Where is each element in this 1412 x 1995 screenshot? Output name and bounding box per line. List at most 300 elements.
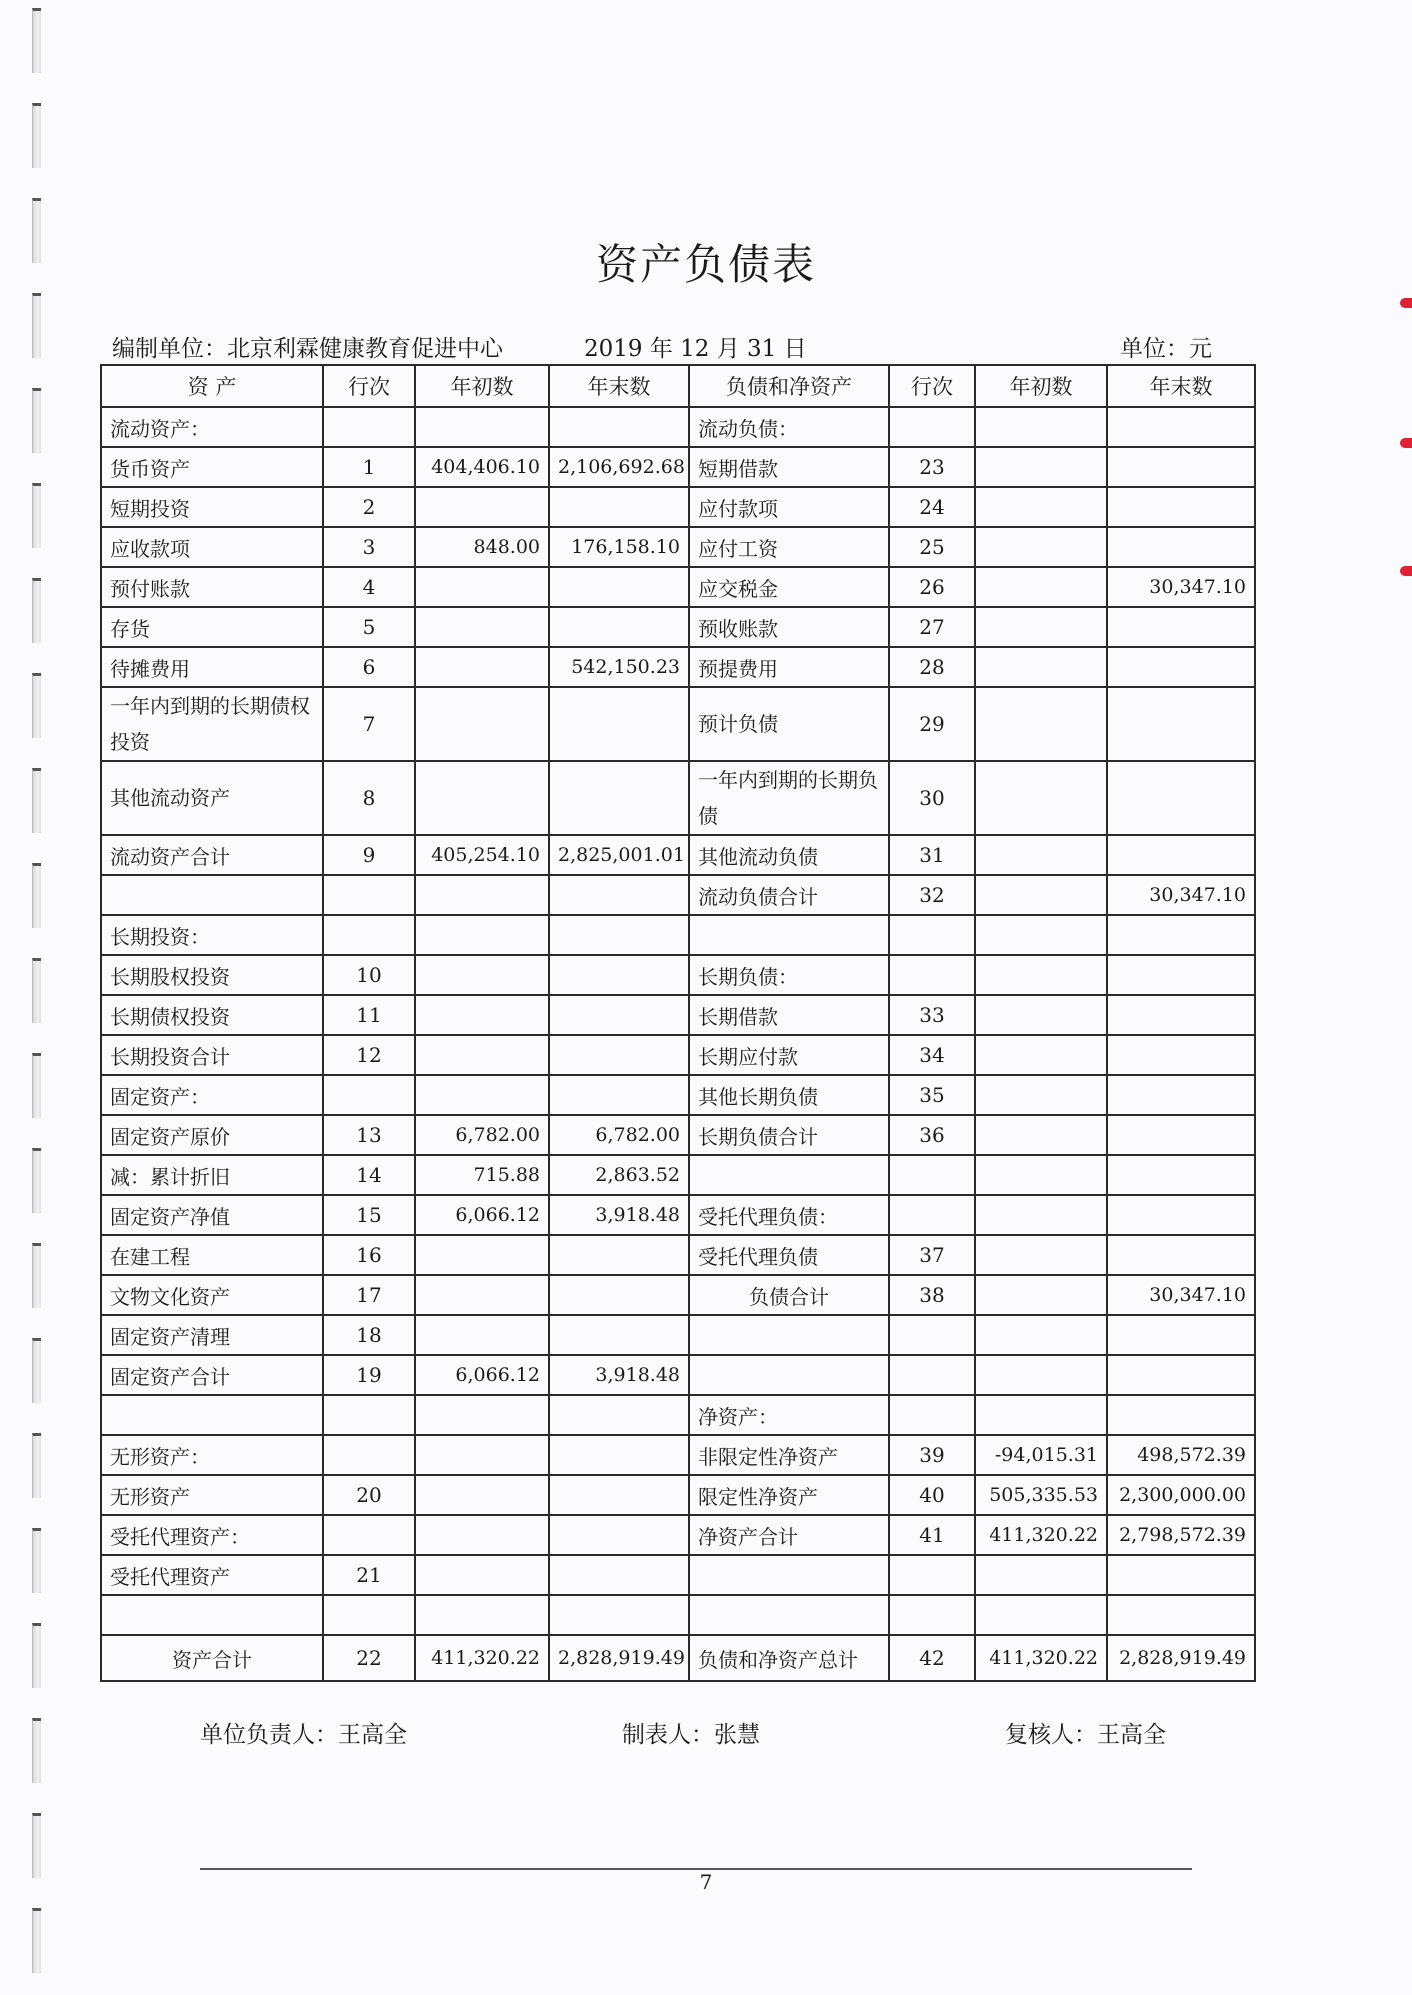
asset-begin-cell [415,1075,549,1115]
liability-end-cell: 2,300,000.00 [1107,1475,1255,1515]
liability-end-cell: 2,798,572.39 [1107,1515,1255,1555]
stamp-fragment [1400,298,1412,308]
binding-hole-mark [32,1053,41,1118]
liability-end-cell [1107,995,1255,1035]
liability-begin-cell [975,1555,1107,1595]
asset-begin-cell [415,1235,549,1275]
table-row [101,447,1255,487]
liability-name-cell: 长期借款 [689,995,889,1035]
liability-end-cell [1107,407,1255,447]
asset-line-cell [323,915,415,955]
liability-name-cell: 其他流动负债 [689,835,889,875]
liability-end-cell [1107,1315,1255,1355]
asset-end-cell [549,955,689,995]
liability-line-cell: 25 [889,527,975,567]
liability-line-cell: 31 [889,835,975,875]
col-header-line: 行次 [889,365,975,407]
liability-line-cell [889,1595,975,1635]
page-number: 7 [699,1870,713,1894]
asset-begin-cell [415,1395,549,1435]
liability-begin-cell [975,1115,1107,1155]
liability-end-cell [1107,527,1255,567]
asset-line-cell [323,1595,415,1635]
asset-name-cell: 长期投资： [101,915,323,955]
liability-end-cell: 498,572.39 [1107,1435,1255,1475]
asset-line-cell: 19 [323,1355,415,1395]
asset-line-cell: 11 [323,995,415,1035]
liability-end-cell [1107,761,1255,835]
liability-name-cell [689,915,889,955]
col-header-liabilities: 负债和净资产 [689,365,889,407]
asset-end-cell: 176,158.10 [549,527,689,567]
liability-line-cell: 35 [889,1075,975,1115]
asset-name-cell: 一年内到期的长期债权投资 [101,687,323,761]
liability-line-cell: 23 [889,447,975,487]
liability-name-cell: 长期应付款 [689,1035,889,1075]
binding-hole-mark [32,863,41,928]
asset-begin-cell: 715.88 [415,1155,549,1195]
asset-line-cell: 21 [323,1555,415,1595]
asset-begin-cell [415,1555,549,1595]
table-row [101,1555,1255,1595]
binding-hole-mark [32,1338,41,1403]
liability-name-cell: 应付工资 [689,527,889,567]
liability-end-cell [1107,1035,1255,1075]
binding-hole-mark [32,1813,41,1878]
liability-begin-cell [975,1235,1107,1275]
asset-line-cell: 14 [323,1155,415,1195]
asset-end-cell [549,487,689,527]
liability-end-cell: 30,347.10 [1107,875,1255,915]
liability-line-cell [889,1155,975,1195]
asset-line-cell: 2 [323,487,415,527]
liability-end-cell: 30,347.10 [1107,567,1255,607]
asset-name-cell [101,1395,323,1435]
asset-name-cell: 长期股权投资 [101,955,323,995]
liability-begin-cell [975,1195,1107,1235]
binding-hole-mark [32,483,41,548]
liability-line-cell [889,407,975,447]
asset-name-cell: 文物文化资产 [101,1275,323,1315]
liability-end-cell: 30,347.10 [1107,1275,1255,1315]
binding-hole-mark [32,1623,41,1688]
asset-end-cell [549,915,689,955]
col-header-begin: 年初数 [975,365,1107,407]
asset-begin-cell [415,1035,549,1075]
asset-line-cell: 8 [323,761,415,835]
asset-line-cell [323,1395,415,1435]
liability-end-cell [1107,835,1255,875]
table-row [101,1155,1255,1195]
asset-name-cell [101,875,323,915]
liability-end-cell [1107,1195,1255,1235]
liability-end-cell [1107,955,1255,995]
liability-begin-cell: -94,015.31 [975,1435,1107,1475]
binding-hole-mark [32,1908,41,1973]
liability-name-cell [689,1555,889,1595]
liability-line-cell: 36 [889,1115,975,1155]
table-row [101,1275,1255,1315]
binding-hole-mark [32,8,41,73]
liability-line-cell: 41 [889,1515,975,1555]
liability-begin-cell [975,875,1107,915]
liability-end-cell [1107,447,1255,487]
binding-hole-mark [32,293,41,358]
asset-line-cell [323,1075,415,1115]
col-header-begin: 年初数 [415,365,549,407]
binding-hole-mark [32,1718,41,1783]
table-row [101,687,1255,761]
asset-name-cell: 流动资产合计 [101,835,323,875]
liability-line-cell: 30 [889,761,975,835]
table-row [101,1235,1255,1275]
asset-end-cell [549,1595,689,1635]
asset-end-cell [549,1475,689,1515]
liability-line-cell [889,1555,975,1595]
asset-line-cell: 13 [323,1115,415,1155]
asset-begin-cell [415,487,549,527]
asset-begin-cell: 6,782.00 [415,1115,549,1155]
liability-line-cell: 42 [889,1635,975,1681]
col-header-end: 年末数 [1107,365,1255,407]
table-row [101,1355,1255,1395]
asset-name-cell: 货币资产 [101,447,323,487]
liability-begin-cell [975,647,1107,687]
table-row [101,407,1255,447]
asset-name-cell: 长期债权投资 [101,995,323,1035]
binding-hole-mark [32,768,41,833]
liability-begin-cell [975,1155,1107,1195]
liability-line-cell: 29 [889,687,975,761]
liability-name-cell: 应付款项 [689,487,889,527]
liability-begin-cell [975,607,1107,647]
liability-name-cell: 长期负债： [689,955,889,995]
asset-begin-cell: 404,406.10 [415,447,549,487]
liability-line-cell: 39 [889,1435,975,1475]
col-header-end: 年末数 [549,365,689,407]
asset-end-cell: 6,782.00 [549,1115,689,1155]
person-in-charge: 单位负责人：王高全 [200,1722,407,1748]
liability-end-cell [1107,487,1255,527]
liability-begin-cell [975,955,1107,995]
liability-name-cell [689,1315,889,1355]
reviewer: 复核人：王高全 [1005,1722,1166,1748]
table-row [101,487,1255,527]
asset-name-cell: 固定资产： [101,1075,323,1115]
liability-end-cell [1107,1115,1255,1155]
liability-name-cell: 预提费用 [689,647,889,687]
liability-begin-cell [975,1595,1107,1635]
col-header-line: 行次 [323,365,415,407]
asset-end-cell: 3,918.48 [549,1355,689,1395]
asset-line-cell [323,1435,415,1475]
binding-hole-mark [32,388,41,453]
asset-begin-cell [415,407,549,447]
binding-hole-mark [32,958,41,1023]
asset-begin-cell [415,1315,549,1355]
page-title: 资产负债表 [595,240,816,289]
asset-line-cell [323,875,415,915]
liability-begin-cell: 505,335.53 [975,1475,1107,1515]
asset-line-cell: 18 [323,1315,415,1355]
liability-line-cell: 24 [889,487,975,527]
liability-name-cell: 流动负债： [689,407,889,447]
liability-begin-cell [975,407,1107,447]
liability-begin-cell [975,1075,1107,1115]
binding-hole-mark [32,103,41,168]
asset-end-cell [549,1315,689,1355]
table-row [101,567,1255,607]
asset-end-cell [549,1035,689,1075]
table-row [101,1035,1255,1075]
liability-end-cell [1107,1235,1255,1275]
currency-unit: 单位：元 [1120,336,1212,362]
asset-begin-cell [415,761,549,835]
table-row [101,1075,1255,1115]
liability-line-cell: 33 [889,995,975,1035]
liability-begin-cell [975,995,1107,1035]
liability-end-cell [1107,687,1255,761]
liability-begin-cell [975,915,1107,955]
stamp-fragment [1400,566,1412,576]
asset-end-cell: 2,828,919.49 [549,1635,689,1681]
asset-begin-cell [415,995,549,1035]
liability-end-cell [1107,915,1255,955]
liability-begin-cell [975,1395,1107,1435]
asset-line-cell: 1 [323,447,415,487]
binding-marks [26,0,56,1995]
liability-end-cell [1107,1595,1255,1635]
asset-name-cell [101,1595,323,1635]
table-row [101,1635,1255,1681]
liability-begin-cell [975,835,1107,875]
liability-name-cell: 流动负债合计 [689,875,889,915]
asset-name-cell: 其他流动资产 [101,761,323,835]
asset-begin-cell: 6,066.12 [415,1355,549,1395]
liability-begin-cell [975,1275,1107,1315]
liability-end-cell [1107,1355,1255,1395]
liability-name-cell: 长期负债合计 [689,1115,889,1155]
liability-line-cell: 26 [889,567,975,607]
table-row [101,1195,1255,1235]
asset-name-cell: 固定资产清理 [101,1315,323,1355]
asset-name-cell: 存货 [101,607,323,647]
liability-line-cell [889,915,975,955]
table-row [101,875,1255,915]
liability-begin-cell [975,527,1107,567]
liability-begin-cell [975,687,1107,761]
liability-name-cell: 限定性净资产 [689,1475,889,1515]
asset-begin-cell [415,647,549,687]
liability-begin-cell: 411,320.22 [975,1635,1107,1681]
asset-end-cell [549,875,689,915]
asset-begin-cell [415,955,549,995]
asset-name-cell: 流动资产： [101,407,323,447]
liability-name-cell: 负债合计 [689,1275,889,1315]
binding-hole-mark [32,1528,41,1593]
liability-name-cell: 预收账款 [689,607,889,647]
asset-begin-cell [415,915,549,955]
asset-line-cell: 12 [323,1035,415,1075]
asset-line-cell: 10 [323,955,415,995]
liability-end-cell [1107,1155,1255,1195]
liability-begin-cell [975,447,1107,487]
liability-name-cell: 应交税金 [689,567,889,607]
table-row [101,647,1255,687]
binding-hole-mark [32,578,41,643]
liability-name-cell [689,1155,889,1195]
asset-line-cell [323,1515,415,1555]
liability-line-cell: 32 [889,875,975,915]
binding-hole-mark [32,1433,41,1498]
liability-end-cell [1107,647,1255,687]
asset-line-cell: 17 [323,1275,415,1315]
liability-line-cell: 38 [889,1275,975,1315]
liability-name-cell: 短期借款 [689,447,889,487]
liability-line-cell: 37 [889,1235,975,1275]
asset-end-cell [549,607,689,647]
table-row [101,955,1255,995]
asset-name-cell: 减：累计折旧 [101,1155,323,1195]
liability-line-cell: 27 [889,607,975,647]
asset-line-cell: 16 [323,1235,415,1275]
liability-name-cell: 一年内到期的长期负债 [689,761,889,835]
compiling-unit: 编制单位：北京利霖健康教育促进中心 [112,336,503,362]
asset-begin-cell: 6,066.12 [415,1195,549,1235]
liability-name-cell: 非限定性净资产 [689,1435,889,1475]
liability-line-cell: 40 [889,1475,975,1515]
liability-name-cell: 其他长期负债 [689,1075,889,1115]
liability-name-cell [689,1355,889,1395]
liability-begin-cell [975,1355,1107,1395]
liability-line-cell [889,955,975,995]
asset-name-cell: 固定资产合计 [101,1355,323,1395]
liability-end-cell: 2,828,919.49 [1107,1635,1255,1681]
liability-end-cell [1107,1395,1255,1435]
balance-sheet-table [100,364,1256,1682]
liability-line-cell [889,1355,975,1395]
liability-line-cell: 34 [889,1035,975,1075]
liability-name-cell: 受托代理负债： [689,1195,889,1235]
liability-name-cell: 预计负债 [689,687,889,761]
asset-begin-cell [415,1435,549,1475]
table-row [101,1515,1255,1555]
liability-begin-cell [975,1315,1107,1355]
asset-line-cell: 6 [323,647,415,687]
table-row [101,1315,1255,1355]
asset-line-cell: 3 [323,527,415,567]
asset-begin-cell: 411,320.22 [415,1635,549,1681]
asset-line-cell: 7 [323,687,415,761]
asset-end-cell [549,407,689,447]
asset-end-cell [549,1275,689,1315]
asset-end-cell [549,1515,689,1555]
table-row [101,1435,1255,1475]
asset-line-cell: 9 [323,835,415,875]
asset-name-cell: 受托代理资产： [101,1515,323,1555]
asset-begin-cell [415,1515,549,1555]
liability-name-cell: 受托代理负债 [689,1235,889,1275]
asset-name-cell: 固定资产原价 [101,1115,323,1155]
asset-begin-cell [415,1475,549,1515]
asset-begin-cell [415,875,549,915]
asset-line-cell: 4 [323,567,415,607]
table-row [101,1595,1255,1635]
liability-line-cell [889,1195,975,1235]
asset-name-cell: 资产合计 [101,1635,323,1681]
preparer: 制表人：张慧 [622,1722,760,1748]
report-date: 2019 年 12 月 31 日 [584,336,807,362]
table-row [101,761,1255,835]
asset-begin-cell: 848.00 [415,527,549,567]
table-row [101,607,1255,647]
liability-line-cell: 28 [889,647,975,687]
asset-begin-cell [415,1275,549,1315]
table-row [101,835,1255,875]
asset-line-cell [323,407,415,447]
liability-name-cell: 净资产： [689,1395,889,1435]
asset-name-cell: 在建工程 [101,1235,323,1275]
asset-end-cell [549,567,689,607]
asset-end-cell: 542,150.23 [549,647,689,687]
liability-end-cell [1107,1555,1255,1595]
liability-end-cell [1107,1075,1255,1115]
asset-end-cell [549,995,689,1035]
asset-name-cell: 受托代理资产 [101,1555,323,1595]
liability-end-cell [1107,607,1255,647]
asset-name-cell: 预付账款 [101,567,323,607]
asset-end-cell: 2,106,692.68 [549,447,689,487]
asset-name-cell: 无形资产 [101,1475,323,1515]
asset-line-cell: 15 [323,1195,415,1235]
asset-end-cell [549,687,689,761]
liability-line-cell [889,1315,975,1355]
table-row [101,915,1255,955]
asset-end-cell: 2,825,001.01 [549,835,689,875]
asset-end-cell: 3,918.48 [549,1195,689,1235]
table-row [101,1475,1255,1515]
asset-name-cell: 无形资产： [101,1435,323,1475]
asset-name-cell: 待摊费用 [101,647,323,687]
asset-end-cell [549,1555,689,1595]
asset-name-cell: 应收款项 [101,527,323,567]
asset-end-cell [549,1235,689,1275]
col-header-assets: 资 产 [101,365,323,407]
stamp-fragment [1400,438,1412,448]
asset-line-cell: 22 [323,1635,415,1681]
liability-begin-cell: 411,320.22 [975,1515,1107,1555]
binding-hole-mark [32,1243,41,1308]
liability-name-cell: 净资产合计 [689,1515,889,1555]
binding-hole-mark [32,1148,41,1213]
asset-name-cell: 短期投资 [101,487,323,527]
liability-begin-cell [975,487,1107,527]
asset-begin-cell [415,607,549,647]
liability-line-cell [889,1395,975,1435]
liability-name-cell: 负债和净资产总计 [689,1635,889,1681]
asset-line-cell: 5 [323,607,415,647]
table-row [101,1395,1255,1435]
asset-begin-cell [415,687,549,761]
asset-begin-cell [415,567,549,607]
asset-begin-cell [415,1595,549,1635]
liability-begin-cell [975,761,1107,835]
asset-begin-cell: 405,254.10 [415,835,549,875]
asset-line-cell: 20 [323,1475,415,1515]
table-header-row [101,365,1255,407]
liability-name-cell [689,1595,889,1635]
asset-end-cell [549,1075,689,1115]
